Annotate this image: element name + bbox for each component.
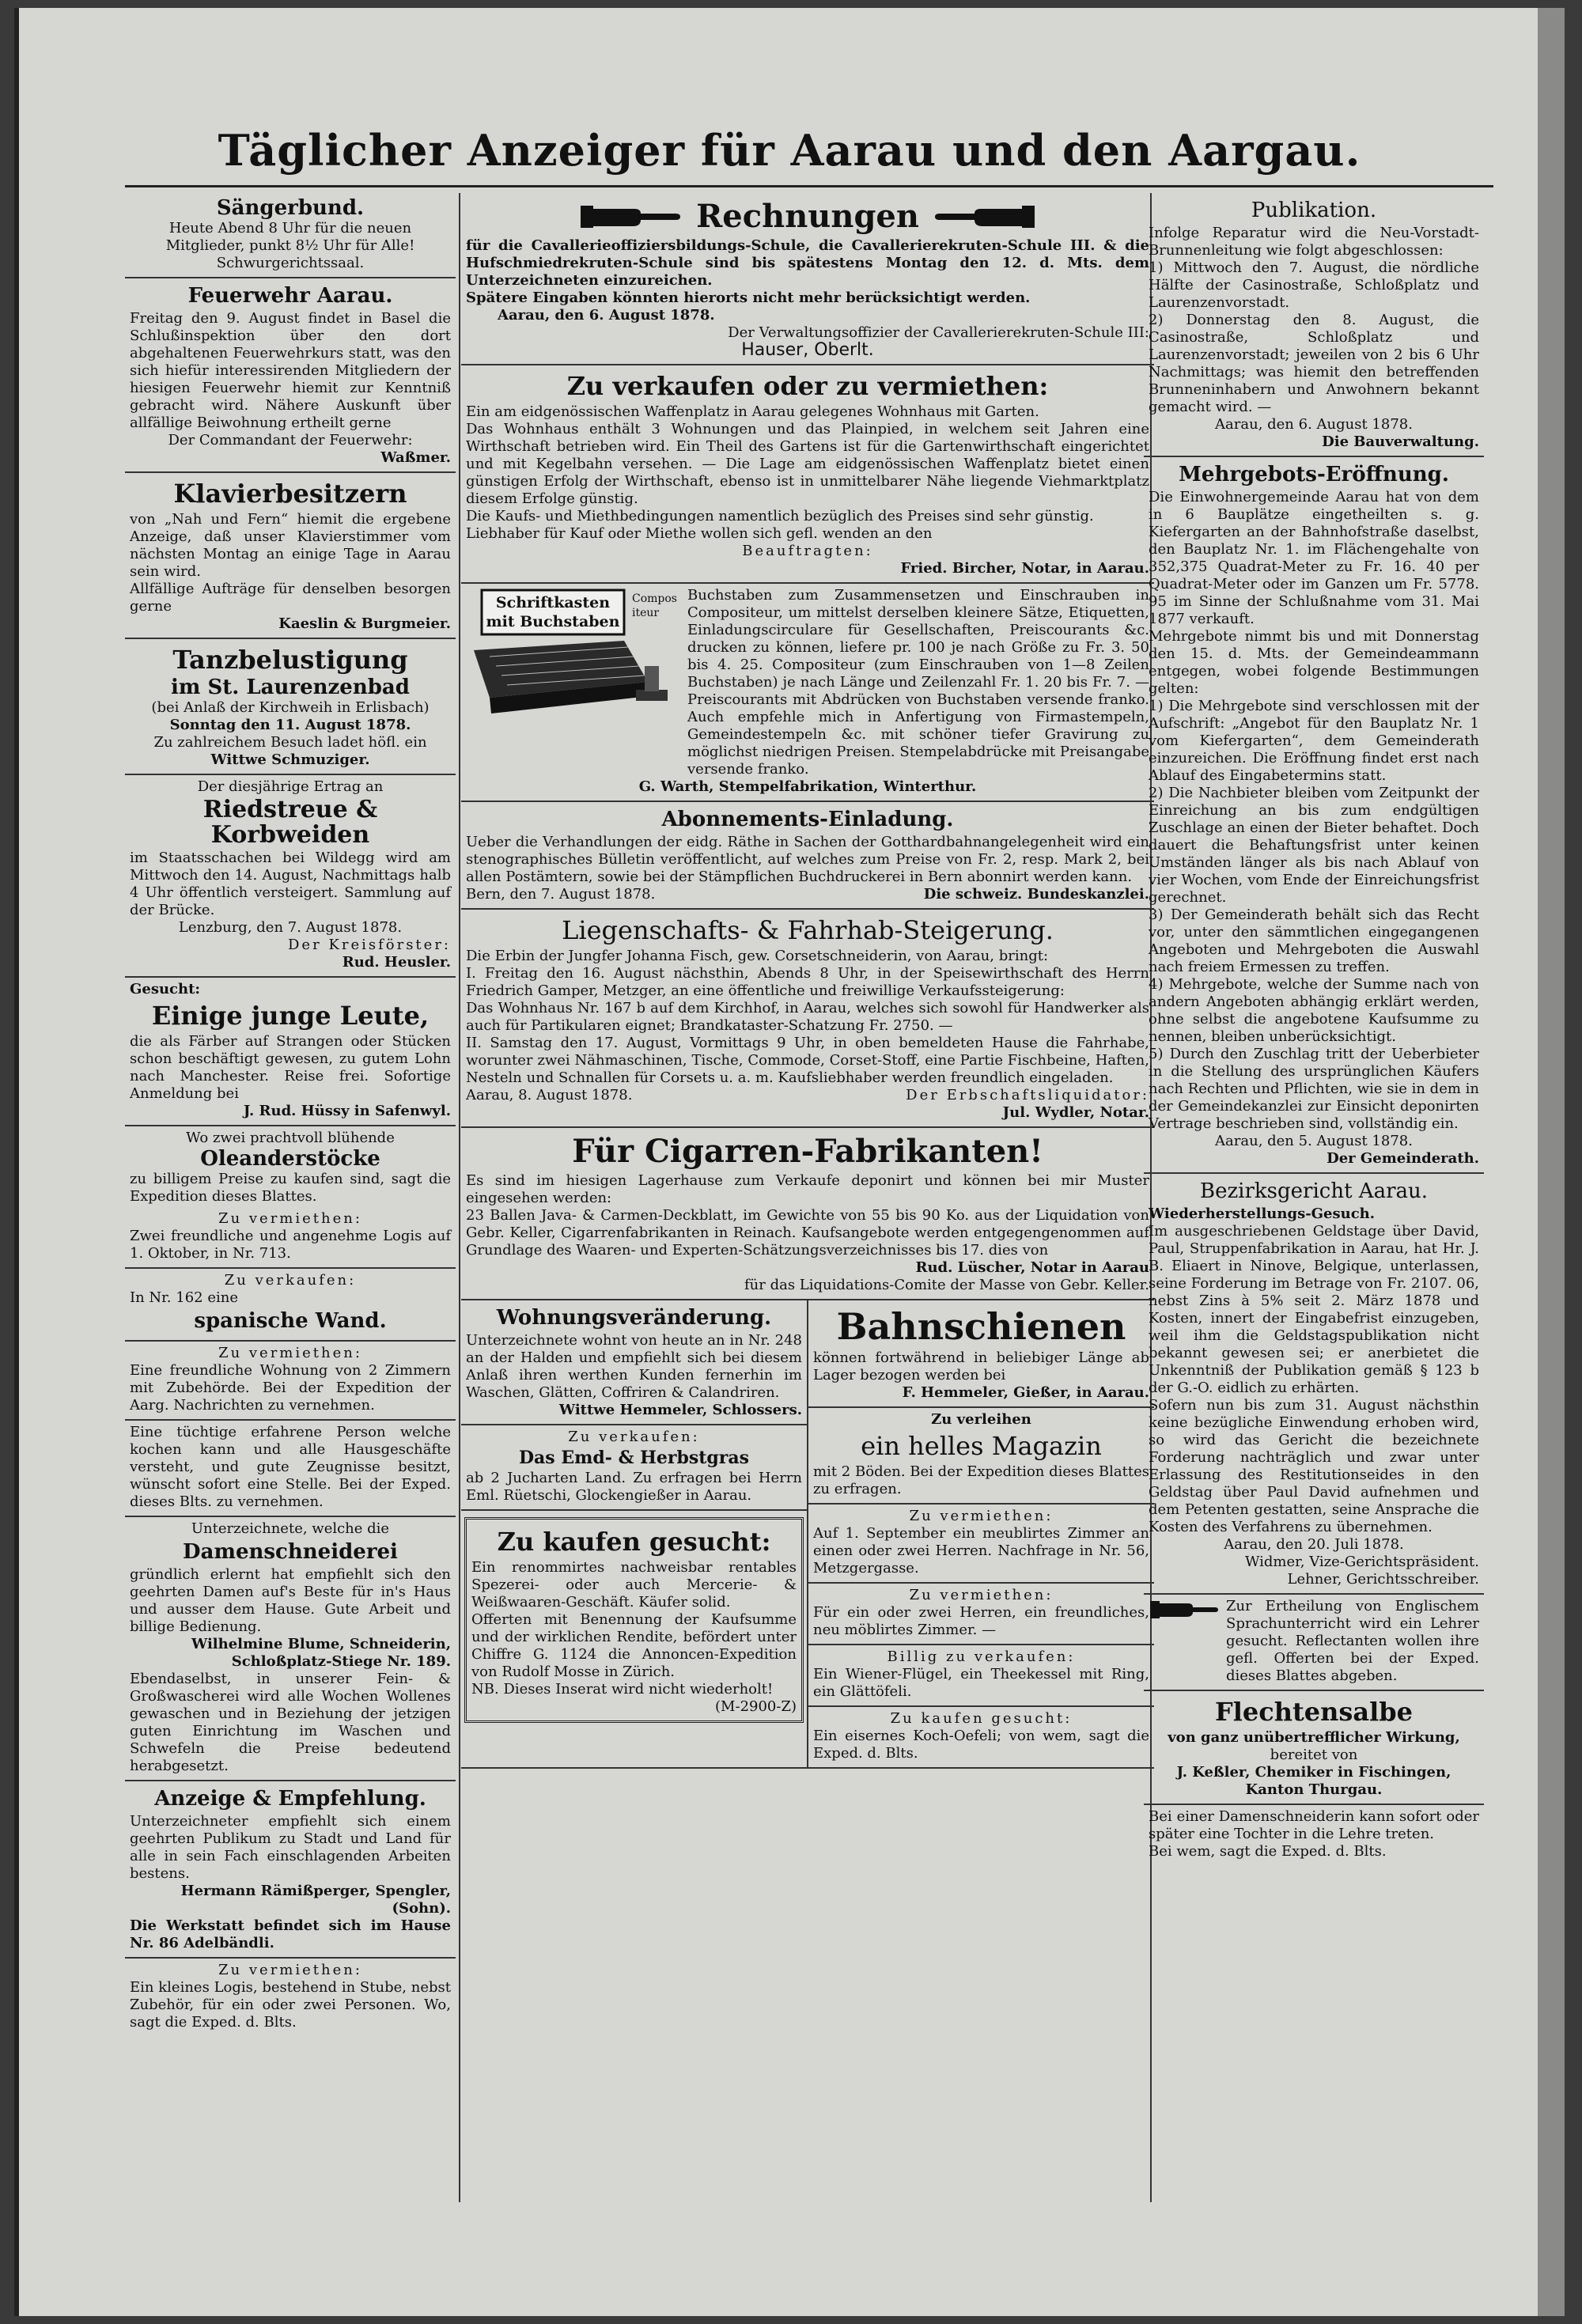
ad-signature: Wittwe Hemmeler, Schlossers. [558, 1402, 802, 1418]
ad-text: Ein kleines Logis, bestehend in Stube, nebst Zubehör, für ein oder zwei Personen. Wo, sagt die Exped. d. Blts. [130, 1979, 451, 2031]
ad-feuerwehr [125, 278, 456, 473]
ad-emd [461, 1425, 807, 1511]
ad-abonnement [461, 802, 1154, 910]
ad-heading: Zu vermiethen: [218, 1345, 362, 1361]
ad-signature: J. Keßler, Chemiker in Fischingen, Kanton Thurgau. [1176, 1764, 1451, 1798]
ad-oleander [125, 1126, 456, 1269]
ad-signature: Widmer, Vize-Gerichtspräsident. [1244, 1554, 1479, 1570]
ad-title: Das Emd- & Herbstgras [518, 1448, 750, 1468]
pointing-hand-right-icon [1149, 1598, 1220, 1622]
ad-label: Gesucht: [130, 981, 201, 997]
ad-signature: G. Warth, Stempelfabrikation, Winterthur. [638, 778, 977, 795]
ad-title: Anzeige & Empfehlung. [154, 1787, 426, 1811]
ad-signature: Rud. Lüscher, Notar in Aarau [915, 1259, 1149, 1276]
ad-text: Liebhaber für Kauf oder Miethe wollen sich gefl. wenden an den [466, 525, 933, 542]
ad-title: Publikation. [1251, 199, 1377, 222]
ad-text: bereitet von [1270, 1747, 1358, 1763]
ad-text: 5) Durch den Zuschlag tritt der Ueberbieter in die Stellung des ursprünglichen Käufers nach Rechten und Pflichten, wie sie in dem in der Gemeindekanzlei zur Einsicht deponirten Vertrage beschrieben sind, vollständig ein. [1149, 1046, 1479, 1132]
ad-text: Unterzeichnete, welche die [191, 1520, 390, 1537]
sub-column-right [808, 1300, 1154, 1767]
ad-title: Bahnschienen [836, 1305, 1126, 1348]
ad-cigarren [461, 1128, 1154, 1300]
column-right [1144, 193, 1484, 2202]
ad-signature: J. Rud. Hüssy in Safenwyl. [243, 1103, 451, 1119]
ad-place: Aarau, den 20. Juli 1878. [1224, 1536, 1404, 1553]
two-column-block [461, 1300, 1154, 1769]
ad-place: Aarau, den 6. August 1878. [1215, 416, 1413, 433]
ad-subtitle: Wiederherstellungs-Gesuch. [1149, 1206, 1376, 1222]
ad-title: Liegenschafts- & Fahrhab-Steigerung. [562, 915, 1054, 945]
ad-role: Der Erbschaftsliquidator: [906, 1087, 1149, 1103]
ad-person [125, 1421, 456, 1517]
ad-riedstreue [125, 775, 456, 978]
ad-text: 23 Ballen Java- & Carmen-Deckblatt, im Gewichte von 55 bis 90 Ko. aus der Liquidation von Gebr. Keller, Cigarrenfabrikanten in Reinach. Kaufsangebote werden entgegengenommen auf Grundlage des Waaren- und Experten-Schätzungsverzeichnisses bis 17. dies von [466, 1207, 1149, 1259]
ad-logis [125, 1959, 456, 2036]
ad-heading: Zu vermiethen: [909, 1587, 1054, 1603]
ad-text: Das Wohnhaus Nr. 167 b auf dem Kirchhof, in Aarau, welches sich sowohl für Handwerker als auch für Partikularen eignet; Brandkataster-Schatzung Fr. 2750. — [466, 1000, 1149, 1034]
sub-column-left [461, 1300, 808, 1767]
column-left [125, 193, 456, 2202]
ad-signature: Der Gemeinderath. [1327, 1150, 1479, 1167]
ad-damenschneiderei [125, 1517, 456, 1781]
ad-text: mit 2 Böden. Bei der Expedition dieses Blattes zu erfragen. [813, 1463, 1149, 1497]
ad-text: 4) Mehrgebote, welche der Summe nach von andern Angeboten abhängig erklärt werden, ohne selbst die angebotene Kaufsumme zu nennen, bleiben unberücksichtigt. [1149, 976, 1479, 1045]
ad-role: Der Commandant der Feuerwehr: [168, 432, 413, 449]
ad-ofen [808, 1707, 1154, 1767]
ad-title: Riedstreue & Korbweiden [202, 796, 378, 849]
ad-text: Heute Abend 8 Uhr für die neuen Mitglieder, punkt 8½ Uhr für Alle! Schwurgerichtssaal. [165, 220, 415, 271]
schriftkasten-label: Schriftkasten [495, 594, 611, 611]
ad-text: Ein am eidgenössischen Waffenplatz in Aarau gelegenes Wohnhaus mit Garten. [466, 403, 1039, 420]
ad-title: Damenschneiderei [183, 1540, 398, 1564]
ad-place: Aarau, den 5. August 1878. [1215, 1133, 1413, 1149]
ad-heading: Zu verkaufen: [568, 1429, 700, 1445]
ad-text: 1) Die Mehrgebote sind verschlossen mit der Aufschrift: „Angebot für den Bauplatz Nr. 1 vom Kiefergarten“, dem Gemeinderath einzureichen. Die Eröffnung findet erst nach Ablauf des Eingabetermins statt. [1149, 698, 1479, 784]
column-middle [461, 193, 1154, 2202]
ad-text: Ein Wiener-Flügel, ein Theekessel mit Ring, ein Glättöfeli. [813, 1666, 1149, 1700]
ad-title: Einige junge Leute, [151, 1001, 430, 1031]
ad-gesucht [125, 978, 456, 1126]
ad-text: Auf 1. September ein meublirtes Zimmer an einen oder zwei Herren. Nachfrage in Nr. 56, Metzgergasse. [813, 1525, 1149, 1576]
ad-text: Die Erbin der Jungfer Johanna Fisch, gew. Corsetschneiderin, von Aarau, bringt: [466, 948, 1049, 964]
ad-text: Unterzeichneter empfiehlt sich einem geehrten Publikum zu Stadt und Land für alle in sein Fach einschlagenden Arbeiten bestens. [130, 1813, 451, 1882]
ad-text: für die Cavallerieoffiziersbildungs-Schule, die Cavallerierekruten-Schule III. & die Hufschmiedrekruten-Schule sind bis spätestens Montag den 12. d. Mts. dem Unterzeichneten einzureichen. [466, 237, 1149, 289]
ad-text: Ueber die Verhandlungen der eidg. Räthe in Sachen der Gotthardbahnangelegenheit wird ein stenographisches Bülletin veröffentlicht, auf welches zum Preise von Fr. 2, resp. Mark 2, bei allen Postämtern, sowie bei der Stämpflichen Buchdruckerei in Bern abonnirt werden kann. [466, 834, 1149, 885]
ad-text: Zwei freundliche und angenehme Logis auf 1. Oktober, in Nr. 713. [130, 1228, 451, 1262]
ad-role: Beauftragten: [742, 543, 873, 559]
ad-text: Zu zahlreichem Besuch ladet höfl. ein [153, 734, 427, 751]
ad-title: Wohnungsveränderung. [496, 1306, 772, 1330]
ad-title: Zu verkaufen oder zu vermiethen: [566, 371, 1049, 401]
ad-bahnschienen [808, 1300, 1154, 1408]
ad-text: 3) Der Gemeinderath behält sich das Recht vor, unter den sämmtlichen eingegangenen Angeboten und Mehrgeboten die Auswahl nach freiem Ermessen zu treffen. [1149, 907, 1479, 975]
pointing-hand-left-icon [933, 201, 1036, 233]
ad-text: 2) Donnerstag den 8. August, die Casinostraße, Schloßplatz und Laurenzenvorstadt; jeweilen von 2 bis 6 Uhr Nachmittags; was hiemit den betreffenden Brunneninhabern und Anwohnern bekannt gemacht wird. — [1149, 312, 1479, 415]
ad-heading: Zu vermiethen: [218, 1962, 362, 1978]
ad-damenschneiderin [1144, 1805, 1484, 1865]
ad-text: Ein renommirtes nachweisbar rentables Spezerei- oder auch Mercerie- & Weißwaaren-Geschäft. Käufer solid. [471, 1559, 797, 1611]
ad-wohnungsveraenderung [461, 1300, 807, 1425]
ad-title: Abonnements-Einladung. [661, 808, 954, 831]
ad-signature: für das Liquidations-Comite der Masse von Gebr. Keller. [744, 1277, 1149, 1293]
ad-text: gründlich erlernt hat empfiehlt sich den geehrten Damen auf's Beste für in's Haus und ausser dem Hause. Gute Arbeit und billige Bedienung. [130, 1566, 451, 1635]
ad-place: Aarau, 8. August 1878. [466, 1087, 633, 1103]
ad-text: Die Werkstatt befindet sich im Hause Nr. 86 Adelbändli. [130, 1917, 451, 1951]
ad-text: In Nr. 162 eine [130, 1289, 238, 1306]
ad-text: Freitag den 9. August findet in Basel die Schlußinspektion über den dort abgehaltenen Feuerwehrkurs statt, was den sich hiefür interessirenden Mitgliedern der hiesigen Feuerwehr hiemit zur Kenntniß gebracht wird. Nähere Auskunft über allfällige Beiwohnung ertheilt gerne [130, 310, 451, 431]
ad-schriftkasten [461, 584, 1154, 802]
ad-title: spanische Wand. [194, 1309, 387, 1333]
left-scan-edge [14, 8, 19, 2316]
ad-text: Die Kaufs- und Miethbedingungen namentlich bezüglich des Preises sind sehr günstig. [466, 508, 1094, 524]
ad-text: Spätere Eingaben könnten hierorts nicht mehr berücksichtigt werden. [466, 290, 1031, 306]
ad-text: Im ausgeschriebenen Geldstage über David, Paul, Struppenfabrikation in Aarau, hat Hr. J. B. Eliaert in Ninove, Belgique, unterlassen, seine Forderung im Betrage von Fr. 2107. 06, nebst Zins à 5% seit 2. März 1878 und Kosten, innert der Eingabefrist einzugeben, weil ihm die Geldstagspublikation nicht bekannt gewesen sei; er anerbietet die Unkenntniß der Publikation gemäß § 123 b der G.-O. eidlich zu erhärten. [1149, 1223, 1479, 1396]
ad-text: Buchstaben zum Zusammensetzen und Einschrauben in Compositeur, um mittelst derselben kleinere Sätze, Etiquetten, Einladungscirculare für Gesellschaften, Preiscourants &c. drucken zu können, liefere pr. 100 je nach Größe zu Fr. 3. 50 bis 4. 25. Compositeur (zum Einschrauben von 1—8 Zeilen Buchstaben) je nach Länge und Zeilenzahl Fr. 1. 20 bis Fr. 7. — Preiscourants mit Abdrücken von Buchstaben versende franko. Auch empfehle mich in Anfertigung von Firmastempeln, Gemeindestempeln &c. mit schöner tiefer Gravirung zu möglichst niedrigen Preisen. Stempelabdrücke mit Preisangabe versende franko. [687, 587, 1149, 778]
ad-text: Wo zwei prachtvoll blühende [186, 1130, 395, 1146]
ad-wohnung [125, 1342, 456, 1421]
ad-role: Der Verwaltungsoffizier der Cavallerierekruten-Schule III: [728, 324, 1149, 341]
ad-title: Bezirksgericht Aarau. [1199, 1179, 1429, 1203]
ad-role: Der Kreisförster: [287, 937, 451, 953]
ad-signature: Die Bauverwaltung. [1322, 433, 1479, 450]
ad-text: Das Wohnhaus enthält 3 Wohnungen und das Plainpied, in welchem seit Jahren eine Wirthschaft betrieben wird. Ein Theil des Gartens ist für die Gartenwirthschaft eingerichtet und mit Kegelbahn versehen. — Die Lage am eidgenössischen Waffenplatz bietet einen günstigen Erfolg der Wirthschaft, ebenso ist in unmittelbarer Nähe liegende Viehmarktplatz diesem Erfolge günstig. [466, 421, 1149, 507]
ad-spanische-wand [125, 1269, 456, 1342]
ad-title: ein helles Magazin [861, 1431, 1102, 1461]
ad-title: Flechtensalbe [1214, 1697, 1414, 1727]
ad-anzeige [125, 1781, 456, 1959]
ad-zimmer [808, 1505, 1154, 1584]
ad-title: Für Cigarren-Fabrikanten! [572, 1133, 1043, 1170]
ad-text: Ebendaselbst, in unserer Fein- & Großwascherei wird alle Wochen Wollenes gewaschen und in Beziehung der jetzigen guten Einrichtung im Waschen und Schwefeln die Preise bedeutend herabgesetzt. [130, 1671, 451, 1774]
ad-heading: Zu vermiethen: [909, 1508, 1054, 1524]
ad-text: im Staatsschachen bei Wildegg wird am Mittwoch den 14. August, Nachmittags halb 4 Uhr öffentlich versteigert. Sammlung auf der Brücke. [130, 850, 451, 918]
ad-text: zu billigem Preise zu kaufen sind, sagt die Expedition dieses Blattes. [130, 1171, 451, 1205]
ad-text: II. Samstag den 17. August, Vormittags 9 Uhr, in oben bemeldeten Hause die Fahrhabe, worunter zwei Nähmaschinen, Tische, Commode, Corset-Stoff, eine Partie Fischbeine, Haften, Nesteln und Schnallen für Corsets u. a. m. Kaufsliebhaber werden freundlich eingeladen. [466, 1035, 1149, 1086]
newspaper-page [14, 8, 1565, 2316]
ad-text: Für ein oder zwei Herren, ein freundliches, neu möblirtes Zimmer. — [813, 1604, 1149, 1638]
ad-text: 1) Mittwoch den 7. August, die nördliche Hälfte der Casinostraße, Schloßplatz und Laurenzenvorstadt. [1149, 259, 1479, 311]
ad-place: Aarau, den 6. August 1878. [498, 307, 715, 324]
ad-title: Zu kaufen gesucht: [497, 1527, 771, 1557]
ad-fluegel [808, 1645, 1154, 1707]
ad-heading: Zu vermiethen: [218, 1210, 362, 1227]
ad-mehrgebot [1144, 457, 1484, 1174]
ad-signature: F. Hemmeler, Gießer, in Aarau. [902, 1384, 1149, 1401]
ad-signature: Jul. Wydler, Notar. [1002, 1104, 1149, 1121]
ad-signature: Fried. Bircher, Notar, in Aarau. [900, 560, 1149, 577]
ad-place: Lenzburg, den 7. August 1878. [178, 919, 403, 936]
ad-text: Zur Ertheilung von Englischem Sprachunterricht wird ein Lehrer gesucht. Reflectanten wollen ihre gefl. Offerten bei der Exped. dieses Blattes abgeben. [1226, 1598, 1479, 1684]
ad-text: Die Einwohnergemeinde Aarau hat von dem in 6 Bauplätze eingetheilten s. g. Kiefergarten an der Bahnhofstraße daselbst, den Bauplatz Nr. 1. im Flächengehalte von 352,375 Quadrat-Meter zu Fr. 16. 40 per Quadrat-Meter oder im Ganzen um Fr. 5778. 95 im Sinne der Schlußnahme vom 31. Mai 1877 verkauft. [1149, 489, 1479, 627]
ad-publikation [1144, 193, 1484, 457]
ad-text: Allfällige Aufträge für denselben besorgen gerne [130, 581, 451, 615]
ad-text: Mehrgebote nimmt bis und mit Donnerstag den 15. d. Mts. der Gemeindeammann entgegen, wobei folgende Bestimmungen gelten: [1149, 628, 1479, 697]
ad-verkaufen-vermiethen [461, 365, 1154, 584]
ad-subtitle: von ganz unübertrefflicher Wirkung, [1168, 1729, 1460, 1746]
ad-text: ab 2 Jucharten Land. Zu erfragen bei Herrn Eml. Rüetschi, Glockengießer in Aarau. [466, 1470, 802, 1504]
ad-text: Ein eisernes Koch-Oefeli; von wem, sagt die Exped. d. Blts. [813, 1728, 1149, 1762]
ad-signature: Hermann Rämißperger, Spengler, (Sohn). [180, 1883, 451, 1917]
ad-signature: Lehner, Gerichtsschreiber. [1287, 1571, 1479, 1588]
ad-steigerung [461, 910, 1154, 1128]
ad-text: Unterzeichnete wohnt von heute an in Nr. 248 an der Halden und empfiehlt sich bei diesem Anlaß ihren werthen Kunden fernerhin im Waschen, Glätten, Coffriren & Calandriren. [466, 1332, 802, 1401]
ad-title: Feuerwehr Aarau. [187, 284, 393, 308]
ad-signature: Rud. Heusler. [342, 954, 451, 971]
ad-zu-kaufen-gesucht [464, 1517, 804, 1723]
schriftkasten-label: mit Buchstaben [486, 613, 620, 630]
ad-text: 2) Die Nachbieter bleiben vom Zeitpunkt der Einreichung an bis zum endgültigen Zuschlage an einen der Bieter behaftet. Doch dauert die Behaftungsfrist unter keinen Umständen länger als bis nach Ablauf von vier Wochen, vom Ende der Einreichungsfrist gerechnet. [1149, 785, 1479, 906]
ad-signature: Die schweiz. Bundeskanzlei. [923, 886, 1149, 903]
ad-place: Bern, den 7. August 1878. [466, 886, 656, 903]
ad-title: Klavierbesitzern [173, 479, 407, 509]
ad-text: von „Nah und Fern“ hiemit die ergebene Anzeige, daß unser Klavierstimmer vom nächsten Montag an einige Tage in Aarau sein wird. [130, 511, 451, 580]
ad-text: Infolge Reparatur wird die Neu-Vorstadt-Brunnenleitung wie folgt abgeschlossen: [1149, 225, 1479, 259]
right-scan-edge [1538, 8, 1565, 2316]
ad-text: Offerten mit Benennung der Kaufsumme und der wirklichen Rendite, befördert unter Chiffre G. 1124 die Annoncen-Expedition von Rudolf Mosse in Zürich. [471, 1611, 797, 1680]
ad-text: Es sind im hiesigen Lagerhause zum Verkaufe deponirt und können bei mir Muster eingesehen werden: [466, 1172, 1149, 1206]
masthead: Täglicher Anzeiger für Aarau und den Aargau. [218, 125, 1361, 176]
ad-bezirksgericht [1144, 1174, 1484, 1595]
ad-signature: Waßmer. [380, 449, 451, 466]
ad-date: Sonntag den 11. August 1878. [169, 717, 411, 733]
ad-text: I. Freitag den 16. August nächsthin, Abends 8 Uhr, in der Speisewirthschaft des Herrn Friedrich Gamper, Metzger, an eine öffentliche und freiwillige Verkaufssteigerung: [466, 965, 1149, 999]
ad-signature: Wittwe Schmuziger. [210, 751, 370, 768]
ad-text: Sofern nun bis zum 31. August nächsthin keine bezügliche Einwendung erhoben wird, so wird das Gericht die bezeichnete Forderung nachträglich und zwar unter Erlassung des Restitutionseides in den Geldstag über Paul David aufnehmen und dem Petenten gestatten, seine Ansprache die Kosten des Verfahrens zu übernehmen. [1149, 1397, 1479, 1535]
ad-label: Zu verleihen [931, 1411, 1031, 1428]
schriftkasten-illustration [466, 587, 679, 737]
ad-signature: Kaeslin & Burgmeier. [278, 615, 451, 632]
ad-subtitle: im St. Laurenzenbad [171, 676, 410, 699]
compositeur-label: Compositeur [632, 592, 677, 619]
ad-title: Tanzbelustigung [172, 645, 408, 675]
column-divider-1 [459, 193, 460, 2202]
ad-magazin [808, 1408, 1154, 1505]
ad-title: Sängerbund. [216, 196, 365, 220]
ad-englisch [1144, 1595, 1484, 1691]
ad-title: Oleanderstöcke [200, 1147, 380, 1171]
ad-text: die als Färber auf Strangen oder Stücken schon beschäftigt gewesen, zu gutem Lohn nach Manchester. Reise frei. Sofortige Anmeldung bei [130, 1033, 451, 1102]
ad-text: Eine tüchtige erfahrene Person welche kochen kann und alle Hausgeschäfte versteht, und gute Zeugnisse besitzt, wünscht sofort eine Stelle. Bei der Exped. dieses Blts. zu vernehmen. [130, 1424, 451, 1510]
ad-title: Mehrgebots-Eröffnung. [1179, 463, 1449, 486]
ad-heading: Zu verkaufen: [224, 1272, 357, 1289]
ad-text: können fortwährend in beliebiger Länge ab Lager bezogen werden bei [813, 1349, 1149, 1383]
ad-title: Rechnungen [696, 198, 919, 235]
pointing-hand-right-icon [579, 201, 682, 233]
ad-signature: Wilhelmine Blume, Schneiderin, Schloßplatz-Stiege Nr. 189. [191, 1636, 451, 1670]
ad-text: Bei wem, sagt die Exped. d. Blts. [1149, 1843, 1387, 1860]
ad-heading: Zu kaufen gesucht: [890, 1710, 1073, 1727]
ad-text: NB. Dieses Inserat wird nicht wiederholt! [471, 1681, 774, 1698]
ad-zimmer-2 [808, 1584, 1154, 1645]
ad-tanz [125, 639, 456, 775]
ad-heading: Billig zu verkaufen: [887, 1648, 1076, 1665]
ad-text: Der diesjährige Ertrag an [197, 778, 384, 795]
ad-code: (M-2900-Z) [715, 1698, 797, 1715]
ad-text: Bei einer Damenschneiderin kann sofort oder später eine Tochter in die Lehre treten. [1149, 1808, 1479, 1842]
ad-signature: Hauser, Oberlt. [741, 340, 874, 360]
ad-saengerbund [125, 193, 456, 278]
ad-flechtensalbe [1144, 1691, 1484, 1805]
ad-klavier [125, 473, 456, 639]
header-rule [125, 185, 1493, 187]
ad-text: Eine freundliche Wohnung von 2 Zimmern mit Zubehörde. Bei der Expedition der Aarg. Nachrichten zu vernehmen. [130, 1362, 451, 1414]
ad-rechnungen [461, 193, 1154, 365]
ad-text: (bei Anlaß der Kirchweih in Erlisbach) [151, 699, 430, 716]
